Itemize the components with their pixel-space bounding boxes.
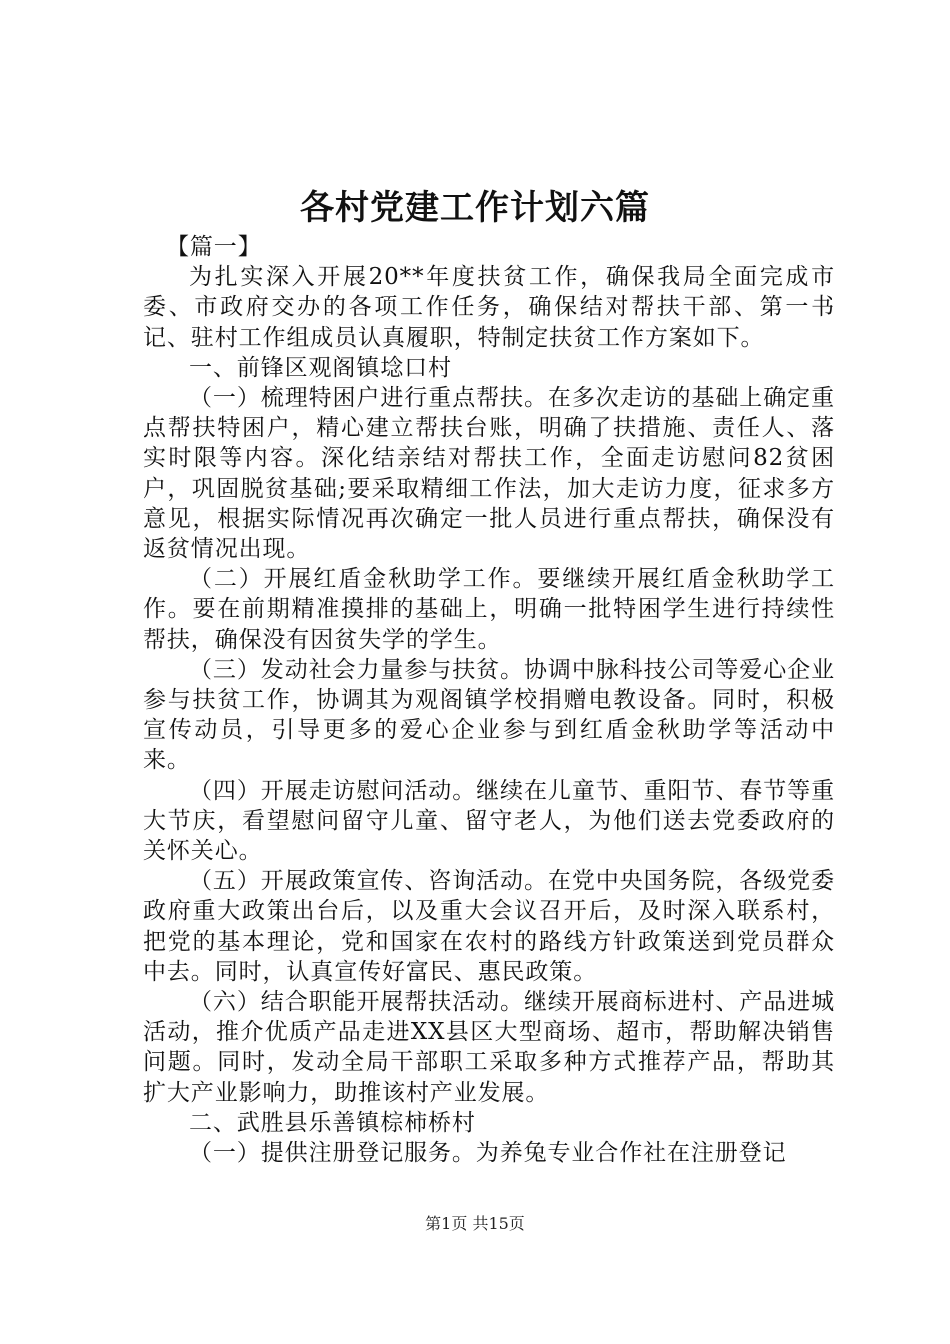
item-paragraph-1-2: （二）开展红盾金秋助学工作。要继续开展红盾金秋助学工作。要在前期精准摸排的基础上，明确一批特困学生进行持续性帮扶，确保没有因贫失学的学生。 [143,566,835,653]
section-heading-2: 二、武胜县乐善镇棕柿桥村 [189,1109,476,1136]
item-paragraph-2-1: （一）提供注册登记服务。为养兔专业合作社在注册登记 [189,1140,787,1167]
section-marker: 【篇一】 [166,234,262,260]
section-heading-1: 一、前锋区观阁镇埝口村 [189,354,452,381]
item-paragraph-1-3: （三）发动社会力量参与扶贫。协调中脉科技公司等爱心企业参与扶贫工作，协调其为观阁镇学校捐赠电教设备。同时，积极宣传动员，引导更多的爱心企业参与到红盾金秋助学等活动中来。 [143,656,835,774]
item-paragraph-1-1: （一）梳理特困户进行重点帮扶。在多次走访的基础上确定重点帮扶特困户，精心建立帮扶台账，明确了扶措施、责任人、落实时限等内容。深化结亲结对帮扶工作，全面走访慰问82贫困户，巩固脱贫基础;要采取精细工作法，加大走访力度，征求多方意见，根据实际情况再次确定一批人员进行重点帮扶，确保没有返贫情况出现。 [143,385,835,563]
intro-paragraph: 为扎实深入开展20**年度扶贫工作，确保我局全面完成市委、市政府交办的各项工作任务，确保结对帮扶干部、第一书记、驻村工作组成员认真履职，特制定扶贫工作方案如下。 [143,264,835,351]
item-paragraph-1-5: （五）开展政策宣传、咨询活动。在党中央国务院，各级党委政府重大政策出台后，以及重大会议召开后，及时深入联系村，把党的基本理论，党和国家在农村的路线方针政策送到党员群众中去。同时，认真宣传好富民、惠民政策。 [143,868,835,985]
item-paragraph-1-6: （六）结合职能开展帮扶活动。继续开展商标进村、产品进城活动，推介优质产品走进XX县区大型商场、超市，帮助解决销售问题。同时，发动全局干部职工采取多种方式推荐产品，帮助其扩大产业影响力，助推该村产业发展。 [143,989,835,1106]
item-paragraph-1-4: （四）开展走访慰问活动。继续在儿童节、重阳节、春节等重大节庆，看望慰问留守儿童、留守老人，为他们送去党委政府的关怀关心。 [143,777,835,865]
page-number-footer: 第1页 共15页 [425,1214,525,1233]
document-title: 各村党建工作计划六篇 [300,188,650,228]
document-body [143,232,835,1168]
